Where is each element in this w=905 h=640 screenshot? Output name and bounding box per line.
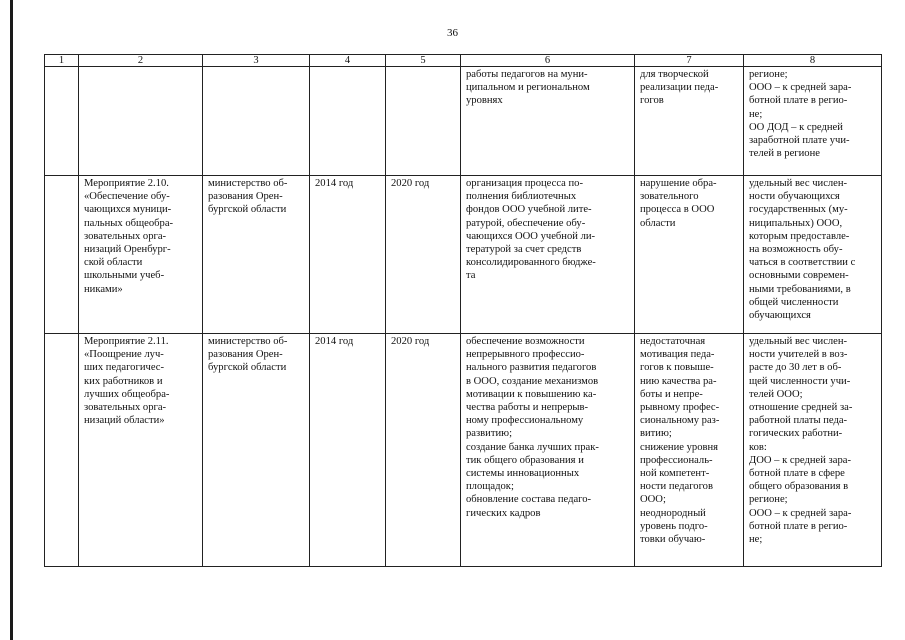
scan-edge-line <box>10 0 13 640</box>
start-year-cell: 2014 год <box>310 334 386 567</box>
expected-result-cell: организация процесса по- полнения библиотечных фондов ООО учебной лите- ратурой, обеспечение обу- чающихся ООО учебной ли- тературой за счет средств консолидированного бюдже- та <box>461 176 635 334</box>
column-number: 6 <box>461 55 635 67</box>
column-number: 8 <box>744 55 882 67</box>
column-number: 2 <box>79 55 203 67</box>
column-number-row <box>45 55 882 67</box>
measure-name-cell <box>79 67 203 176</box>
row-index-cell <box>45 176 79 334</box>
column-number: 1 <box>45 55 79 67</box>
row-index-cell <box>45 334 79 567</box>
row-index-cell <box>45 67 79 176</box>
start-year-cell: 2014 год <box>310 176 386 334</box>
consequences-cell: для творческой реализации педа- гогов <box>635 67 744 176</box>
column-number: 3 <box>203 55 310 67</box>
table-row-continuation <box>45 67 882 176</box>
end-year-cell <box>386 67 461 176</box>
indicator-link-cell: удельный вес числен- ности обучающихся государственных (му- ниципальных) ООО, которым предоставле- на возможность обу- чаться в соответствии с основными современ- ными требованиями, в общей численности обучающихся <box>744 176 882 334</box>
end-year-cell: 2020 год <box>386 176 461 334</box>
expected-result-cell: работы педагогов на муни- ципальном и региональном уровнях <box>461 67 635 176</box>
consequences-cell: нарушение обра- зовательного процесса в ООО области <box>635 176 744 334</box>
program-table <box>44 54 882 567</box>
column-number: 7 <box>635 55 744 67</box>
executor-cell <box>203 67 310 176</box>
measure-name-cell: Мероприятие 2.10. «Обеспечение обу- чающихся муници- пальных общеобра- зовательных орга- низаций Оренбург- ской области школьными учеб- никами» <box>79 176 203 334</box>
column-number: 5 <box>386 55 461 67</box>
table-row-measure-2-11 <box>45 334 882 567</box>
consequences-cell: недостаточная мотивация педа- гогов к повыше- нию качества ра- боты и непре- рывному профес- сиональному раз- витию; снижение уровня профессиональ- ной компетент- ности педагогов ООО; неоднородный уровень подго- товки обучаю- <box>635 334 744 567</box>
executor-cell: министерство об- разования Орен- бургской области <box>203 176 310 334</box>
start-year-cell <box>310 67 386 176</box>
measure-name-cell: Мероприятие 2.11. «Поощрение луч- ших педагогичес- ких работников и лучших общеобра- зовательных орга- низаций области» <box>79 334 203 567</box>
table-row-measure-2-10 <box>45 176 882 334</box>
end-year-cell: 2020 год <box>386 334 461 567</box>
column-number: 4 <box>310 55 386 67</box>
executor-cell: министерство об- разования Орен- бургской области <box>203 334 310 567</box>
indicator-link-cell: удельный вес числен- ности учителей в воз- расте до 30 лет в об- щей численности учи- телей ООО; отношение средней за- работной платы педа- гогических работни- ков: ДОО – к средней зара- ботной плате в сфере общего образования в регионе; ООО – к средней зара- ботной плате в регио- не; <box>744 334 882 567</box>
page-number: 36 <box>447 27 458 39</box>
expected-result-cell: обеспечение возможности непрерывного профессио- нального развития педагогов в ООО, создание механизмов мотивации к повышению ка- чества работы и непрерыв- ному профессиональному развитию; создание банка лучших прак- тик общего образования и системы инновационных площадок; обновление состава педаго- гических кадров <box>461 334 635 567</box>
indicator-link-cell: регионе; ООО – к средней зара- ботной плате в регио- не; ОО ДОД – к средней заработной плате учи- телей в регионе <box>744 67 882 176</box>
